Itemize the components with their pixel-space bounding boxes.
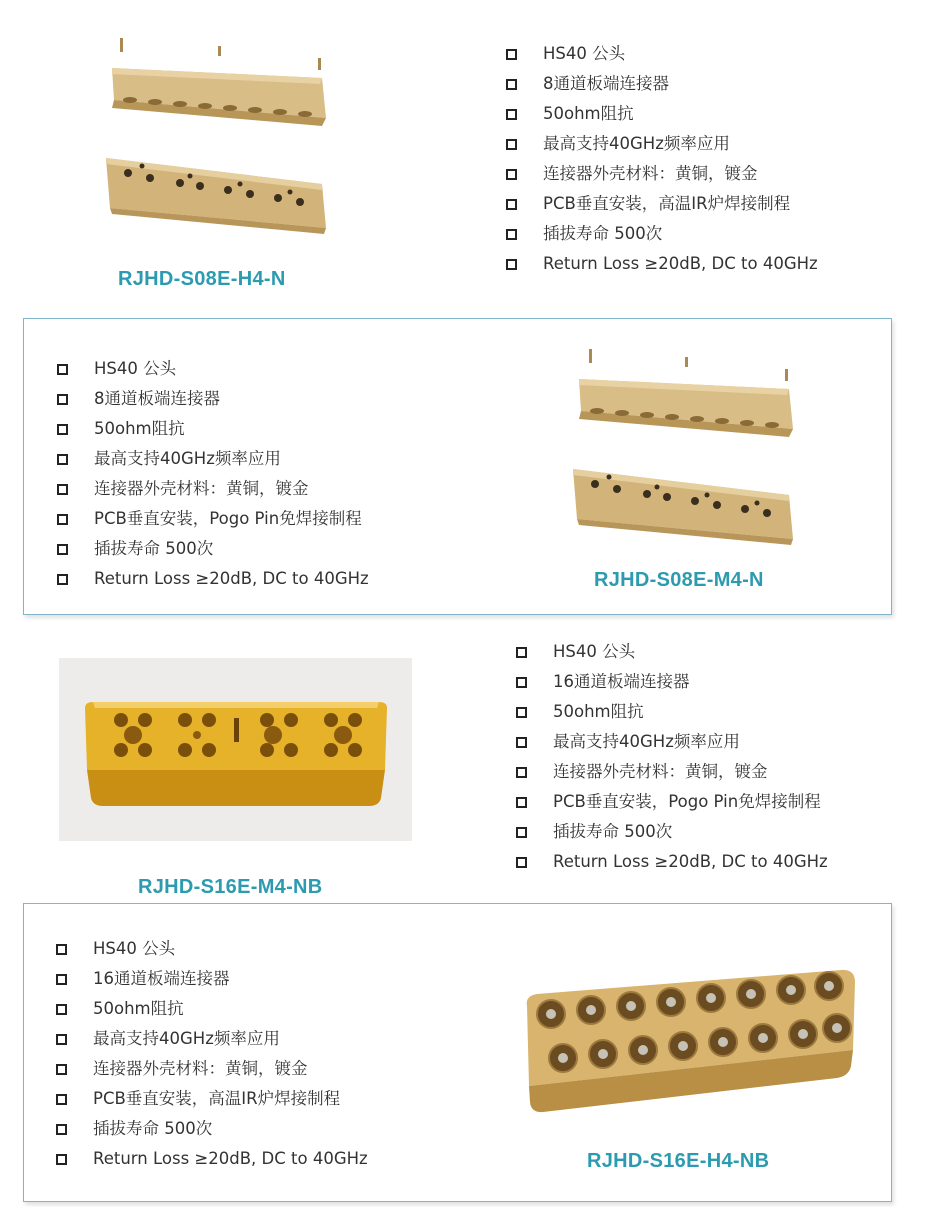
spec-item: 插拔寿命 500次 <box>56 1114 368 1144</box>
spec-item: 50ohm阻抗 <box>57 414 369 444</box>
spec-item: 16通道板端连接器 <box>56 964 368 994</box>
checkbox-bullet-icon <box>506 109 517 120</box>
checkbox-bullet-icon <box>57 394 68 405</box>
connector-image-s16e-m4 <box>59 658 412 841</box>
spec-item: 插拔寿命 500次 <box>516 817 828 847</box>
model-label: RJHD-S16E-H4-NB <box>587 1150 770 1172</box>
spec-item: 插拔寿命 500次 <box>57 534 369 564</box>
spec-item: 最高支持40GHz频率应用 <box>57 444 369 474</box>
model-label: RJHD-S16E-M4-NB <box>138 876 323 898</box>
checkbox-bullet-icon <box>57 364 68 375</box>
checkbox-bullet-icon <box>516 677 527 688</box>
spec-item: HS40 公头 <box>506 39 818 69</box>
spec-item: Return Loss ≥20dB, DC to 40GHz <box>516 847 828 877</box>
spec-item: 50ohm阻抗 <box>506 99 818 129</box>
spec-item: 8通道板端连接器 <box>506 69 818 99</box>
spec-item: HS40 公头 <box>56 934 368 964</box>
spec-item: 8通道板端连接器 <box>57 384 369 414</box>
model-label: RJHD-S08E-M4-N <box>594 569 764 591</box>
checkbox-bullet-icon <box>56 1064 67 1075</box>
spec-item: 连接器外壳材料：黄铜，镀金 <box>56 1054 368 1084</box>
checkbox-bullet-icon <box>57 574 68 585</box>
spec-item: Return Loss ≥20dB, DC to 40GHz <box>56 1144 368 1174</box>
spec-item: HS40 公头 <box>516 637 828 667</box>
spec-item: 最高支持40GHz频率应用 <box>56 1024 368 1054</box>
spec-item: 50ohm阻抗 <box>516 697 828 727</box>
checkbox-bullet-icon <box>506 229 517 240</box>
checkbox-bullet-icon <box>506 79 517 90</box>
product-section-s08e-m4 <box>23 318 892 615</box>
checkbox-bullet-icon <box>57 484 68 495</box>
checkbox-bullet-icon <box>516 767 527 778</box>
spec-list <box>506 39 818 279</box>
checkbox-bullet-icon <box>56 1094 67 1105</box>
checkbox-bullet-icon <box>57 454 68 465</box>
spec-item: PCB垂直安装，Pogo Pin免焊接制程 <box>57 504 369 534</box>
spec-item: Return Loss ≥20dB, DC to 40GHz <box>57 564 369 594</box>
checkbox-bullet-icon <box>56 1034 67 1045</box>
model-label: RJHD-S08E-H4-N <box>118 268 286 290</box>
checkbox-bullet-icon <box>506 169 517 180</box>
product-section-s08e-h4 <box>0 0 935 300</box>
spec-item: PCB垂直安装，高温IR炉焊接制程 <box>506 189 818 219</box>
checkbox-bullet-icon <box>516 827 527 838</box>
checkbox-bullet-icon <box>57 514 68 525</box>
spec-list <box>516 637 828 877</box>
checkbox-bullet-icon <box>506 199 517 210</box>
spec-item: PCB垂直安装，Pogo Pin免焊接制程 <box>516 787 828 817</box>
checkbox-bullet-icon <box>516 647 527 658</box>
checkbox-bullet-icon <box>506 139 517 150</box>
connector-image-s16e-h4 <box>519 966 859 1116</box>
spec-item: 插拔寿命 500次 <box>506 219 818 249</box>
checkbox-bullet-icon <box>57 424 68 435</box>
spec-item: 最高支持40GHz频率应用 <box>516 727 828 757</box>
checkbox-bullet-icon <box>516 797 527 808</box>
spec-item: 连接器外壳材料：黄铜，镀金 <box>516 757 828 787</box>
connector-image-s08e-m4 <box>567 349 807 549</box>
spec-item: 连接器外壳材料：黄铜，镀金 <box>506 159 818 189</box>
checkbox-bullet-icon <box>516 737 527 748</box>
checkbox-bullet-icon <box>506 49 517 60</box>
spec-item: Return Loss ≥20dB, DC to 40GHz <box>506 249 818 279</box>
checkbox-bullet-icon <box>506 259 517 270</box>
spec-item: 最高支持40GHz频率应用 <box>506 129 818 159</box>
checkbox-bullet-icon <box>56 1124 67 1135</box>
spec-item: 连接器外壳材料：黄铜，镀金 <box>57 474 369 504</box>
spec-item: 16通道板端连接器 <box>516 667 828 697</box>
checkbox-bullet-icon <box>56 974 67 985</box>
spec-item: HS40 公头 <box>57 354 369 384</box>
checkbox-bullet-icon <box>516 707 527 718</box>
connector-image-s08e-h4 <box>100 38 340 238</box>
spec-item: PCB垂直安装，高温IR炉焊接制程 <box>56 1084 368 1114</box>
checkbox-bullet-icon <box>56 1004 67 1015</box>
product-section-s16e-h4 <box>23 903 892 1202</box>
spec-item: 50ohm阻抗 <box>56 994 368 1024</box>
product-section-s16e-m4 <box>0 630 935 900</box>
checkbox-bullet-icon <box>56 944 67 955</box>
spec-list <box>56 934 368 1174</box>
checkbox-bullet-icon <box>56 1154 67 1165</box>
checkbox-bullet-icon <box>57 544 68 555</box>
checkbox-bullet-icon <box>516 857 527 868</box>
spec-list <box>57 354 369 594</box>
